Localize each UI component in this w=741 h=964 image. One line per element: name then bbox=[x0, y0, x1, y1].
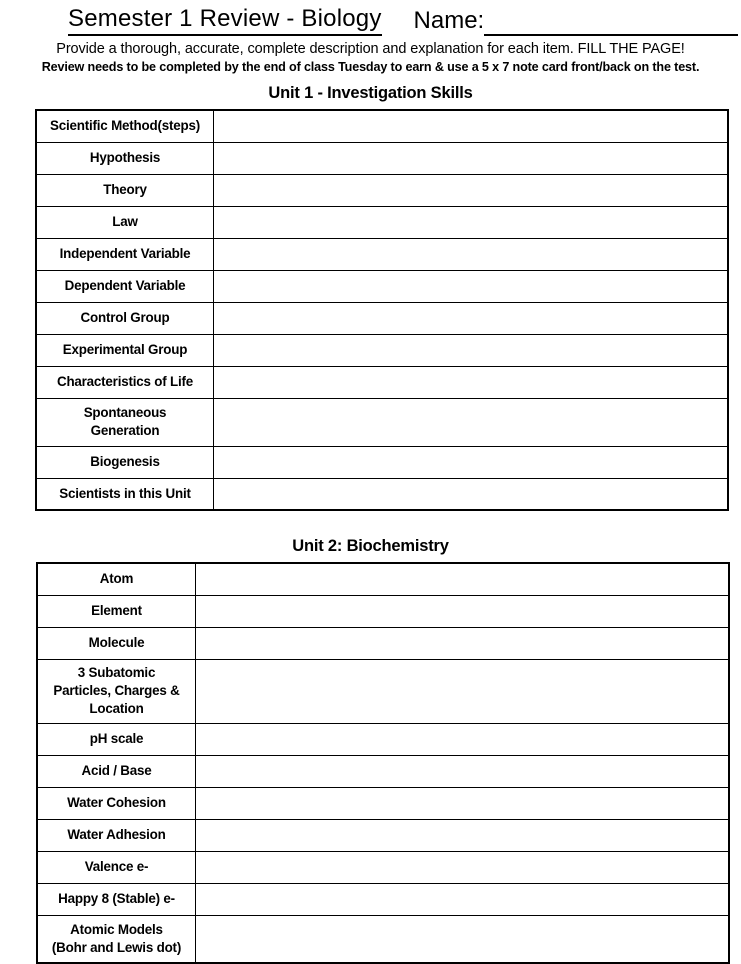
term-label-cell: Dependent Variable bbox=[36, 270, 214, 302]
name-input-line[interactable] bbox=[484, 10, 738, 36]
term-label-cell: Biogenesis bbox=[36, 446, 214, 478]
unit-2-table-body bbox=[37, 563, 729, 963]
table-row bbox=[36, 206, 728, 238]
term-label-cell: Theory bbox=[36, 174, 214, 206]
table-row bbox=[37, 563, 729, 595]
term-label-cell: Molecule bbox=[37, 627, 196, 659]
answer-entry-cell[interactable] bbox=[214, 366, 729, 398]
term-label-cell: Water Cohesion bbox=[37, 787, 196, 819]
term-label-cell: Spontaneous Generation bbox=[36, 398, 214, 446]
answer-entry-cell[interactable] bbox=[196, 723, 730, 755]
term-label-cell: Hypothesis bbox=[36, 142, 214, 174]
section-heading-unit-2: Unit 2: Biochemistry bbox=[292, 537, 449, 555]
answer-entry-cell[interactable] bbox=[196, 851, 730, 883]
name-field-group bbox=[414, 8, 739, 36]
table-row bbox=[36, 270, 728, 302]
term-label-cell: Element bbox=[37, 595, 196, 627]
answer-entry-cell[interactable] bbox=[196, 915, 730, 963]
page-title: Semester 1 Review - Biology bbox=[68, 6, 382, 36]
term-label-cell: Experimental Group bbox=[36, 334, 214, 366]
answer-entry-cell[interactable] bbox=[214, 270, 729, 302]
answer-entry-cell[interactable] bbox=[214, 174, 729, 206]
table-row bbox=[37, 755, 729, 787]
answer-entry-cell[interactable] bbox=[214, 206, 729, 238]
term-label-cell: Control Group bbox=[36, 302, 214, 334]
term-label-cell: Law bbox=[36, 206, 214, 238]
unit-1-table bbox=[35, 109, 729, 511]
term-label-cell: Acid / Base bbox=[37, 755, 196, 787]
answer-entry-cell[interactable] bbox=[196, 595, 730, 627]
table-row bbox=[36, 110, 728, 142]
answer-entry-cell[interactable] bbox=[196, 819, 730, 851]
term-label-cell: pH scale bbox=[37, 723, 196, 755]
answer-entry-cell[interactable] bbox=[196, 659, 730, 723]
table-row bbox=[36, 398, 728, 446]
answer-entry-cell[interactable] bbox=[214, 142, 729, 174]
instruction-line-secondary: Review needs to be completed by the end of class Tuesday to earn & use a 5 x 7 note card front/back on the test. bbox=[41, 60, 700, 74]
term-label-cell: Water Adhesion bbox=[37, 819, 196, 851]
document-header bbox=[0, 0, 741, 36]
table-row bbox=[37, 659, 729, 723]
table-row bbox=[37, 883, 729, 915]
answer-entry-cell[interactable] bbox=[214, 238, 729, 270]
answer-entry-cell[interactable] bbox=[196, 627, 730, 659]
term-label-cell: 3 Subatomic Particles, Charges & Location bbox=[37, 659, 196, 723]
term-label-cell: Happy 8 (Stable) e- bbox=[37, 883, 196, 915]
name-label: Name: bbox=[413, 7, 485, 35]
table-row bbox=[36, 478, 728, 510]
table-row bbox=[37, 595, 729, 627]
table-row bbox=[37, 627, 729, 659]
table-row bbox=[36, 366, 728, 398]
answer-entry-cell[interactable] bbox=[214, 398, 729, 446]
table-row bbox=[37, 915, 729, 963]
table-row bbox=[37, 851, 729, 883]
table-row bbox=[37, 787, 729, 819]
term-label-cell: Valence e- bbox=[37, 851, 196, 883]
table-row bbox=[36, 238, 728, 270]
section-spacer bbox=[0, 511, 741, 537]
term-label-cell: Characteristics of Life bbox=[36, 366, 214, 398]
answer-entry-cell[interactable] bbox=[214, 110, 729, 142]
table-row bbox=[36, 302, 728, 334]
table-row bbox=[37, 819, 729, 851]
answer-entry-cell[interactable] bbox=[196, 787, 730, 819]
answer-entry-cell[interactable] bbox=[196, 883, 730, 915]
answer-entry-cell[interactable] bbox=[214, 302, 729, 334]
answer-entry-cell[interactable] bbox=[196, 563, 730, 595]
answer-entry-cell[interactable] bbox=[214, 446, 729, 478]
answer-entry-cell[interactable] bbox=[196, 755, 730, 787]
answer-entry-cell[interactable] bbox=[214, 334, 729, 366]
section-heading-unit-1: Unit 1 - Investigation Skills bbox=[268, 84, 473, 102]
table-row bbox=[36, 174, 728, 206]
term-label-cell: Scientific Method(steps) bbox=[36, 110, 214, 142]
table-row bbox=[36, 446, 728, 478]
term-label-cell: Scientists in this Unit bbox=[36, 478, 214, 510]
term-label-cell: Atomic Models (Bohr and Lewis dot) bbox=[37, 915, 196, 963]
term-label-cell: Atom bbox=[37, 563, 196, 595]
answer-entry-cell[interactable] bbox=[214, 478, 729, 510]
term-label-cell: Independent Variable bbox=[36, 238, 214, 270]
table-row bbox=[36, 334, 728, 366]
table-row bbox=[37, 723, 729, 755]
unit-2-table bbox=[36, 562, 730, 964]
instruction-line-primary: Provide a thorough, accurate, complete description and explanation for each item. FILL THE PAGE! bbox=[56, 41, 685, 57]
unit-1-table-body bbox=[36, 110, 728, 510]
table-row bbox=[36, 142, 728, 174]
